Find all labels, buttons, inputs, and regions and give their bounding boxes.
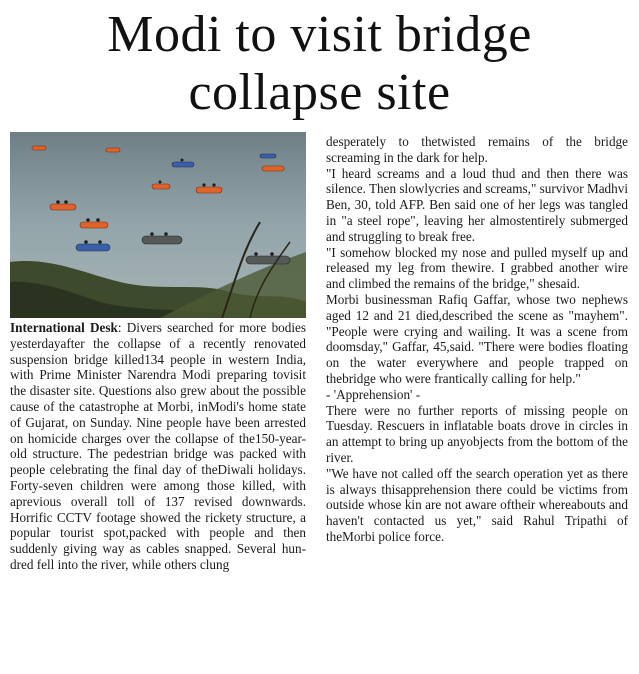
article-paragraph: Morbi businessman Rafiq Gaffar, whose two nephews aged 12 and 21 died,described the scene as "mayhem". "People were crying and wailing. It was a scene from doomsday," Gaffar, 45,said. "There were bodies floating on the water everywhere and people trapped on thebridge who were frantically calling for help." [326,291,628,386]
dateline: International Desk [10,320,118,335]
headline-line-2: collapse site [188,64,451,121]
headline-line-1: Modi to visit bridge [107,6,532,63]
news-photo [10,132,306,318]
headline [0,6,639,122]
article-paragraph: There were no further reports of missing people on Tuesday. Rescuers in inflatable boats drove in circles in an attempt to bring up anyobjects from the bottom of the river. [326,402,628,465]
article-column-right [326,134,628,545]
article-paragraph: "I somehow blocked my nose and pulled myself up and released my leg from thewire. I grabbed another wire and climbed the remains of the bridge," shesaid. [326,244,628,292]
river-rescue-image [10,132,306,318]
article-column-left [10,320,306,573]
article-paragraph: desperately to thetwisted remains of the bridge screaming in the dark for help. [326,134,628,165]
article-paragraph: "I heard screams and a loud thud and then there was silence. Then slowlycries and screams," survivor Madhvi Ben, 30, told AFP. Ben said one of her legs was tangled in "a steel rope", leaving her almostentirely submerged and struggling to break free. [326,165,628,244]
article-paragraph: "We have not called off the search operation yet as there is always thisapprehension there could be victims from outside whose kin are not aware oftheir whereabouts and haven't contacted us yet," said Rahul Tripathi of theMorbi police force. [326,465,628,544]
article-paragraph [10,320,306,573]
subheading: - 'Apprehension' - [326,386,421,402]
body-text: : Divers searched for more bodies yesterdayafter the collapse of a recently renovated suspension bridge killed134 people in western India, with Prime Minister Narendra Modi preparing tovisit the disaster site. Questions also grew about the possible cause of the catastrophe at Morbi, inModi's home state of Gujarat, on Sunday. Nine people have been arrested on homicide charges over the collapse of the150-year-old structure. The pedestrian bridge was packed with people celebrating the final day of theDiwali holidays. Forty-seven children were among those killed, with aprevious overall toll of 137 revised downwards. Horrific CCTV footage showed the rickety structure, a popular tourist spot,packed with people and then suddenly giving way as cables snapped. Several hun-dred fell into the river, while others clung [10,320,306,572]
